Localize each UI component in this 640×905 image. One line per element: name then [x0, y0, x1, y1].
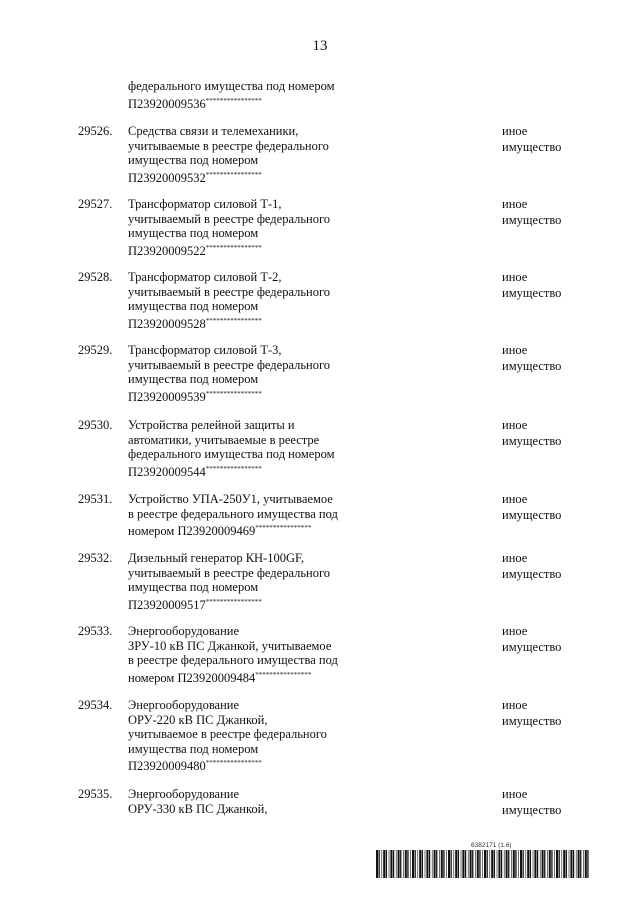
barcode-bar [429, 850, 430, 878]
barcode-bar [494, 850, 495, 878]
entry-description-line: имущества под номером [128, 153, 259, 167]
entry-description-line: Энергооборудование [128, 698, 240, 712]
registry-code: П23920009532 [128, 170, 206, 185]
barcode-bar [386, 850, 387, 878]
entry-description-line: федерального имущества под номером [128, 447, 335, 461]
entry-number: 29529. [78, 343, 113, 357]
entry-description-line: Энергооборудование [128, 787, 240, 801]
barcode-bar [379, 850, 380, 878]
barcode-bar [562, 850, 563, 878]
barcode-bar [551, 850, 552, 878]
barcode-bar [443, 850, 444, 878]
barcode-bar [497, 850, 498, 878]
entry-category-line: иное [502, 343, 528, 357]
barcode-bar [526, 850, 527, 878]
barcode-bar [465, 850, 466, 878]
footnote-stars: **************** [205, 243, 262, 252]
entry-number: 29526. [78, 124, 113, 138]
barcode-bar [462, 850, 464, 878]
barcode-bar [398, 850, 400, 878]
barcode-bar [410, 850, 411, 878]
barcode-bar [585, 850, 587, 878]
barcode-bar [479, 850, 480, 878]
barcode-bar [393, 850, 394, 878]
entry-description-line: в реестре федерального имущества под [128, 653, 338, 667]
registry-code: П23920009544 [128, 464, 206, 479]
barcode-bar [470, 850, 472, 878]
entry-code-line [128, 314, 262, 331]
entry-description-line: учитываемое в реестре федерального [128, 727, 327, 741]
barcode-bar [383, 850, 385, 878]
barcode-bar [580, 850, 581, 878]
barcode-bar [513, 850, 515, 878]
entry-description-line: имущества под номером [128, 226, 259, 240]
barcode-bar [484, 850, 486, 878]
barcode-bar [400, 850, 401, 878]
barcode-bar [403, 850, 404, 878]
barcode-bar [527, 850, 529, 878]
barcode-bar [490, 850, 491, 878]
barcode-bar [422, 850, 423, 878]
barcode-bar [426, 850, 428, 878]
barcode-bar [554, 850, 555, 878]
barcode-bar [425, 850, 426, 878]
barcode-bar [441, 850, 443, 878]
entry-category-line: имущество [502, 802, 562, 817]
entry-category-line: имущество [502, 358, 562, 373]
barcode-bar [559, 850, 560, 878]
entry-description-line: Средства связи и телемеханики, [128, 124, 299, 138]
entry-code-line [128, 595, 262, 612]
entry-description-line: имущества под номером [128, 741, 259, 756]
barcode-bar [576, 850, 577, 878]
barcode-bar [468, 850, 469, 878]
entry-description-line: Устройства релейной защиты и [128, 418, 295, 432]
registry-code: П23920009539 [128, 389, 206, 404]
barcode-bar [544, 850, 545, 878]
entry-category-line: имущество [502, 139, 562, 154]
barcode-bar [523, 850, 524, 878]
entry-description-line: Энергооборудование [128, 624, 240, 638]
barcode-bar [376, 850, 378, 878]
entry-description-line: учитываемый в реестре федерального [128, 565, 331, 580]
footnote-stars: **************** [205, 759, 262, 767]
barcode-bar [504, 850, 505, 878]
page-number: 13 [312, 38, 328, 54]
footnote-stars: **************** [205, 597, 262, 606]
entry-category-line: иное [502, 624, 528, 638]
barcode-bar [501, 850, 502, 878]
entry-description-line: имущества под номером [128, 372, 259, 386]
barcode-bar [396, 850, 397, 878]
entry-number: 29528. [78, 270, 113, 284]
entry-category-line: имущество [502, 212, 562, 227]
entry-number: 29530. [78, 418, 113, 432]
barcode-bar [515, 850, 516, 878]
entry-code-line [128, 94, 262, 111]
barcode-bar [511, 850, 512, 878]
barcode-bar [475, 850, 476, 878]
entry-description-line: учитываемые в реестре федерального [128, 138, 329, 153]
barcode-bar [570, 850, 572, 878]
barcode-bar [498, 850, 500, 878]
entry-category-line: имущество [502, 713, 562, 728]
barcode-bar [533, 850, 534, 878]
barcode-bar [549, 850, 551, 878]
entry-description-line: Трансформатор силовой Т-2, [128, 270, 282, 284]
registry-code: номером П23920009469 [128, 524, 256, 538]
barcode-bar [530, 850, 531, 878]
barcode-image [376, 850, 590, 878]
barcode-bar [454, 850, 455, 878]
barcode-bar [432, 850, 433, 878]
entry-category-line: имущество [502, 566, 562, 581]
footnote-stars: **************** [255, 670, 312, 679]
entry-code-line [128, 462, 262, 479]
barcode-bar [451, 850, 452, 878]
barcode-bar [482, 850, 483, 878]
entry-number: 29527. [78, 197, 113, 211]
barcode-bar [547, 850, 548, 878]
entry-code-line [128, 756, 262, 773]
registry-code: П23920009536 [128, 96, 206, 111]
entry-description-line: Трансформатор силовой Т-1, [128, 197, 282, 211]
barcode-bar [569, 850, 570, 878]
entry-category-line: иное [502, 197, 528, 211]
barcode-bar [520, 850, 522, 878]
barcode-bar [382, 850, 383, 878]
entry-category-line: иное [502, 492, 528, 506]
barcode-bar [566, 850, 567, 878]
barcode-bar [587, 850, 588, 878]
barcode-bar [556, 850, 558, 878]
barcode-bar [491, 850, 493, 878]
entry-description-line: в реестре федерального имущества под [128, 506, 338, 521]
barcode-bar [434, 850, 436, 878]
barcode-bar [407, 850, 408, 878]
entry-description-line: Трансформатор силовой Т-3, [128, 343, 282, 357]
barcode-bar [389, 850, 390, 878]
entry-description-line: учитываемый в реестре федерального [128, 211, 331, 226]
barcode-bar [436, 850, 437, 878]
entry-description-line: ОРУ-220 кВ ПС Джанкой, [128, 712, 268, 727]
registry-code: номером П23920009484 [128, 670, 256, 685]
document-code: 6382171 (1.6) [471, 842, 512, 849]
entry-code-line [128, 241, 262, 258]
barcode-bar [448, 850, 450, 878]
entry-category-line: иное [502, 418, 528, 432]
entry-description-line: Устройство УПА-250У1, учитываемое [128, 492, 333, 506]
barcode-bar [390, 850, 392, 878]
entry-code-line [128, 168, 262, 185]
footnote-stars: **************** [205, 389, 262, 398]
entry-category-line: иное [502, 270, 528, 284]
entry-description-line: учитываемый в реестре федерального [128, 284, 331, 299]
entry-category-line: иное [502, 787, 528, 801]
entry-category-line: имущество [502, 507, 562, 522]
continuation-line: федерального имущества под номером [128, 79, 335, 93]
barcode-bar [455, 850, 457, 878]
entry-code-line [128, 521, 311, 538]
registry-code: П23920009517 [128, 597, 206, 612]
entry-category-line: иное [502, 698, 528, 712]
barcode-bar [518, 850, 519, 878]
barcode-bar [419, 850, 421, 878]
barcode-bar [563, 850, 565, 878]
entry-description-line: ОРУ-330 кВ ПС Джанкой, [128, 801, 268, 816]
barcode-bar [418, 850, 419, 878]
entry-number: 29534. [78, 698, 113, 712]
registry-code: П23920009480 [128, 759, 206, 773]
barcode-bar [540, 850, 541, 878]
barcode-bar [506, 850, 508, 878]
barcode-bar [534, 850, 536, 878]
entry-description-line: ЗРУ-10 кВ ПС Джанкой, учитываемое [128, 638, 332, 653]
entry-category-line: имущество [502, 285, 562, 300]
entry-number: 29531. [78, 492, 113, 506]
entry-number: 29535. [78, 787, 113, 801]
barcode-bar [573, 850, 574, 878]
barcode-bar [415, 850, 416, 878]
barcode-bar [537, 850, 538, 878]
barcode-bar [439, 850, 440, 878]
entry-category-line: имущество [502, 433, 562, 448]
entry-description-line: учитываемый в реестре федерального [128, 357, 331, 372]
barcode-bar [487, 850, 488, 878]
barcode-bar [446, 850, 447, 878]
entry-category-line: имущество [502, 639, 562, 654]
barcode-bar [477, 850, 479, 878]
barcode-bar [508, 850, 509, 878]
entry-description-line: имущества под номером [128, 299, 259, 313]
footnote-stars: **************** [205, 316, 262, 325]
footnote-stars: **************** [205, 96, 262, 105]
barcode-bar [412, 850, 414, 878]
entry-code-line [128, 668, 311, 685]
barcode-bar [405, 850, 407, 878]
entry-number: 29532. [78, 551, 113, 565]
footnote-stars: **************** [205, 464, 262, 473]
footnote-stars: **************** [255, 524, 312, 532]
entry-description-line: автоматики, учитываемые в реестре [128, 432, 320, 447]
footnote-stars: **************** [205, 170, 262, 179]
entry-category-line: иное [502, 551, 528, 565]
barcode-bar [578, 850, 580, 878]
entry-category-line: иное [502, 124, 528, 138]
barcode-bar [472, 850, 473, 878]
barcode-bar [542, 850, 544, 878]
registry-code: П23920009528 [128, 316, 206, 331]
entry-number: 29533. [78, 624, 113, 638]
entry-description-line: Дизельный генератор КН-100GF, [128, 551, 305, 565]
entry-code-line [128, 387, 262, 404]
barcode-bar [458, 850, 459, 878]
barcode-bar [461, 850, 462, 878]
barcode-bar [583, 850, 584, 878]
entry-description-line: имущества под номером [128, 580, 259, 594]
registry-code: П23920009522 [128, 243, 206, 258]
